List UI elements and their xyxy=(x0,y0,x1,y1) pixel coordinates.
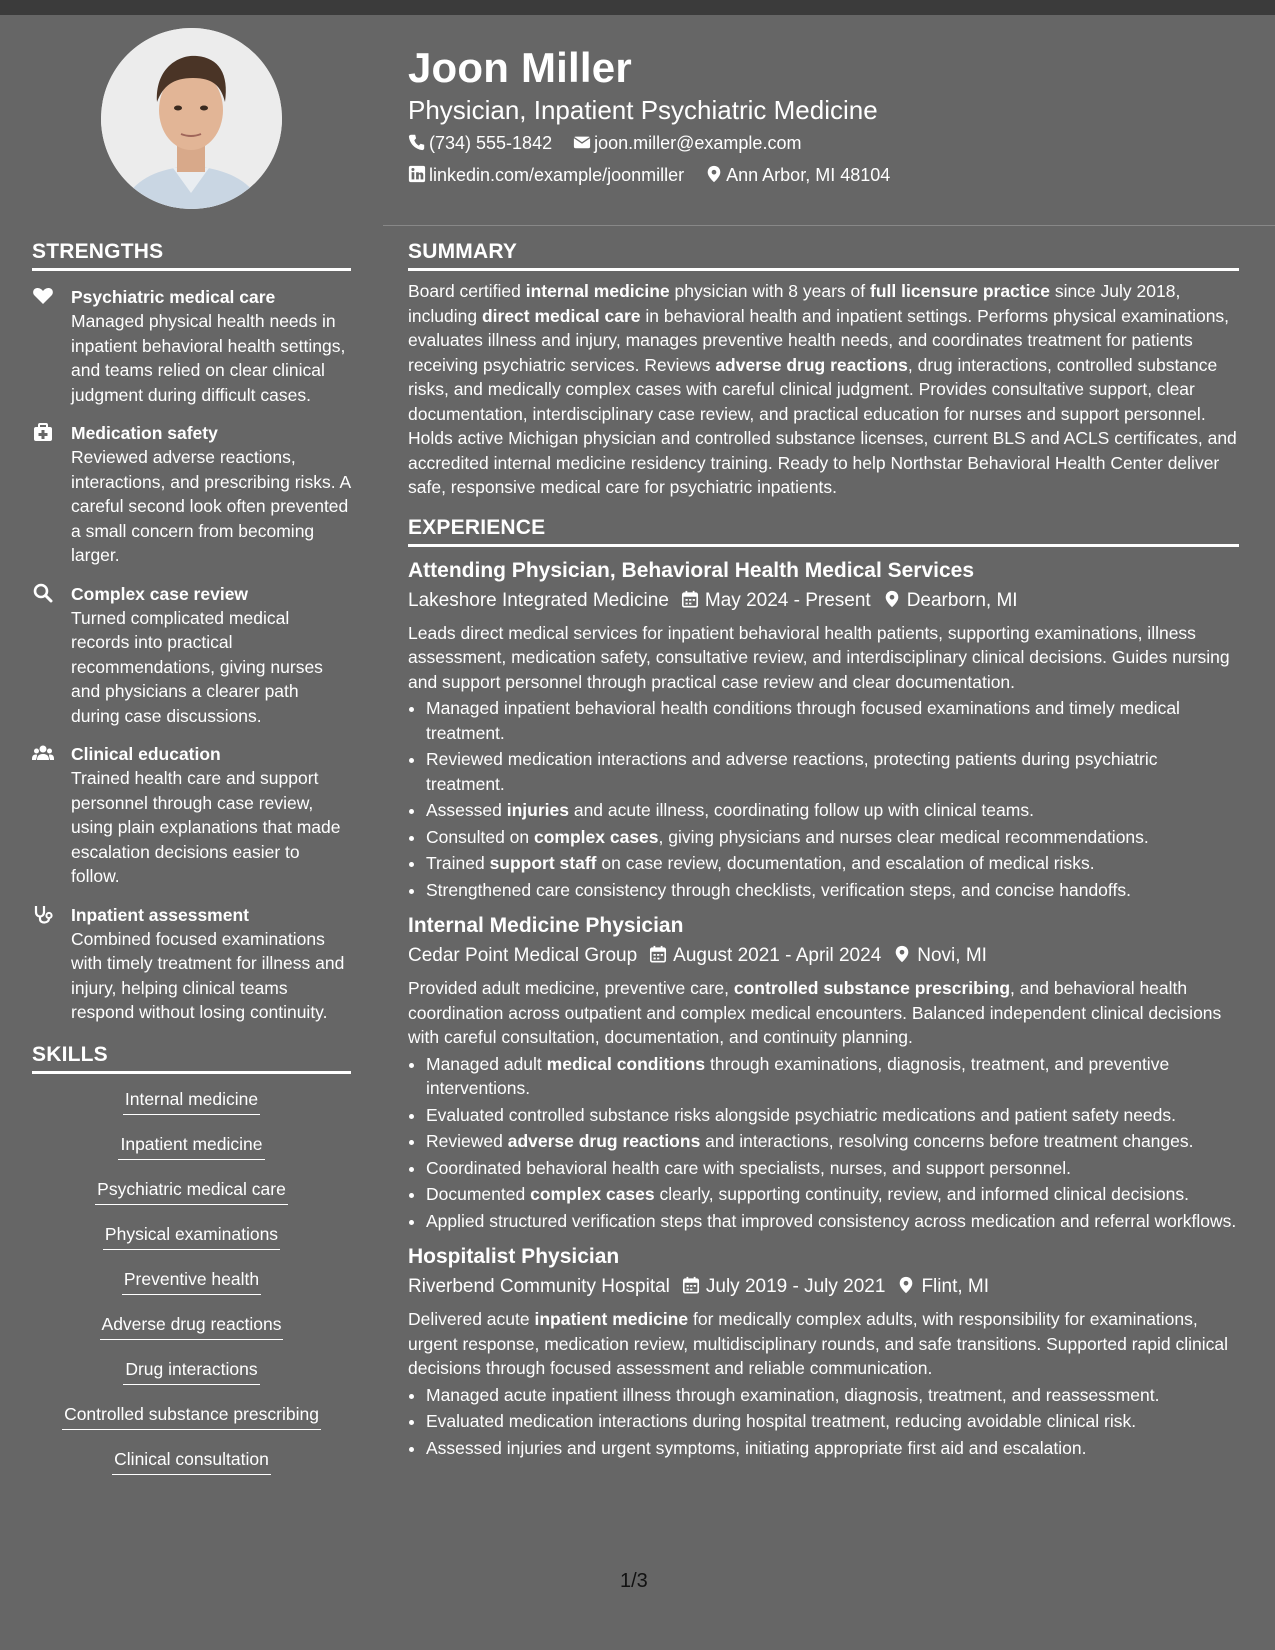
header-divider xyxy=(383,225,1275,226)
text-run: clearly, supporting continuity, review, and informed clinical decisions. xyxy=(654,1184,1189,1204)
text-run: through examinations, diagnosis, treatment, and preventive interventions. xyxy=(426,1053,1170,1098)
map-pin-icon xyxy=(705,165,723,183)
page-number: 1/3 xyxy=(620,1570,648,1592)
bullet-item xyxy=(426,878,1239,903)
strength-title: Psychiatric medical care xyxy=(71,287,276,307)
job-dates: May 2024 - Present xyxy=(704,589,871,611)
map-pin-icon xyxy=(893,945,911,963)
text-run: and interactions, resolving concerns before treatment changes. xyxy=(700,1131,1194,1151)
bullet-item xyxy=(426,1129,1239,1154)
strength-title: Medication safety xyxy=(71,423,218,443)
text-run: Applied structured verification steps that improved consistency across medication and referral workflows. xyxy=(426,1210,1237,1231)
candidate-name: Joon Miller xyxy=(408,44,632,91)
text-run: Delivered acute xyxy=(408,1309,535,1329)
strength-desc: Turned complicated medical records into practical recommendations, giving nurses and physicians a clearer path during case discussions. xyxy=(71,607,323,726)
summary-heading: SUMMARY xyxy=(408,240,1239,271)
skill-item: Inpatient medicine xyxy=(118,1133,264,1160)
linkedin-item[interactable] xyxy=(408,165,689,185)
text-run: Evaluated controlled substance risks alongside psychiatric medications and patient safety needs. xyxy=(426,1104,1177,1125)
skill-item: Psychiatric medical care xyxy=(95,1178,288,1205)
text-run: Managed adult xyxy=(426,1053,547,1074)
text-run: for medically complex adults, with responsibility for examinations, urgent response, medication review, multidisciplinary rounds, and safe transitions. Supported rapid clinical decisions through focused assessment and reliable communication. xyxy=(408,1309,1229,1378)
bullet-item xyxy=(426,1052,1239,1101)
text-run: , drug interactions, controlled substance risks, and medically complex cases with careful clinical judgment. Provides consultative support, clear documentation, interdisciplinary case review, and practical education for nurses and support personnel. Holds active Michigan physician and controlled substance licenses, current BLS and ACLS certificates, and accredited internal medicine residency training. Ready to help Northstar Behavioral Health Center deliver safe, responsive medical care for psychiatric inpatients. xyxy=(408,354,1237,497)
job-title: Hospitalist Physician xyxy=(408,1245,620,1268)
stethoscope-icon xyxy=(32,904,54,924)
linkedin-icon xyxy=(408,165,426,183)
bold-text: complex cases xyxy=(530,1184,655,1204)
text-run: Evaluated medication interactions during hospital treatment, reducing avoidable clinical risk. xyxy=(426,1411,1137,1431)
strength-item xyxy=(32,421,351,568)
bullet-item xyxy=(426,696,1239,745)
text-run: Coordinated behavioral health care with specialists, nurses, and support personnel. xyxy=(426,1157,1071,1178)
main-column xyxy=(408,240,1239,1460)
envelope-icon xyxy=(573,133,591,151)
top-bar xyxy=(0,0,1275,15)
profile-photo xyxy=(101,28,282,209)
email-text: joon.miller@example.com xyxy=(594,133,802,153)
job-bullets xyxy=(408,696,1239,902)
job-location: Novi, MI xyxy=(917,945,987,966)
medical-kit-icon xyxy=(32,422,54,442)
text-run: , and behavioral health coordination across outpatient and complex medical encounters. Balanced independent clinical decisions with careful consultation, documentation, and continuity planning. xyxy=(408,978,1222,1047)
job-meta xyxy=(408,1273,1239,1301)
job-bullets xyxy=(408,1383,1239,1461)
job-title: Internal Medicine Physician xyxy=(408,914,684,937)
contact-row-2 xyxy=(408,160,1248,190)
skill-item: Physical examinations xyxy=(103,1223,280,1250)
strength-item xyxy=(32,285,351,407)
map-pin-icon xyxy=(883,590,901,608)
bold-text: injuries xyxy=(506,800,569,820)
heart-icon xyxy=(32,286,54,306)
job-dates: August 2021 - April 2024 xyxy=(673,945,882,966)
job-meta xyxy=(408,587,1239,615)
bullet-item xyxy=(426,851,1239,876)
strength-desc: Combined focused examinations with timely treatment for illness and injury, helping clinical teams respond without losing continuity. xyxy=(71,928,345,1022)
bold-text: adverse drug reactions xyxy=(507,1131,701,1151)
text-run: Consulted on xyxy=(426,826,534,847)
portrait-image xyxy=(101,28,282,209)
bullet-item xyxy=(426,1156,1239,1181)
experience-heading: EXPERIENCE xyxy=(408,516,1239,547)
skill-item: Preventive health xyxy=(122,1268,261,1295)
strength-desc: Managed physical health needs in inpatient behavioral health settings, and teams relied on clear clinical judgment during difficult cases. xyxy=(71,311,346,405)
strength-desc: Trained health care and support personnel through case review, using plain explanations that made escalation decisions easier to follow. xyxy=(71,768,341,886)
contact-row-1 xyxy=(408,128,1248,158)
text-run: Managed acute inpatient illness through examination, diagnosis, treatment, and reassessment. xyxy=(426,1384,1160,1405)
strengths-list xyxy=(32,285,351,1025)
text-run: in behavioral health and inpatient settings. Performs physical examinations, evaluates illness and injury, manages preventive health needs, and coordinates treatment for patients receiving psychiatric services. Reviews xyxy=(408,305,1230,375)
job-description xyxy=(408,976,1239,1050)
job-company: Cedar Point Medical Group xyxy=(408,945,638,966)
job-entry xyxy=(408,1243,1239,1460)
text-run: Board certified xyxy=(408,281,526,301)
bullet-item xyxy=(426,1103,1239,1128)
bold-text: internal medicine xyxy=(525,281,670,301)
strength-item xyxy=(32,903,351,1025)
skill-item: Clinical consultation xyxy=(112,1448,271,1475)
bold-text: inpatient medicine xyxy=(534,1309,689,1329)
text-run: physician with 8 years of xyxy=(669,281,871,301)
job-entry xyxy=(408,912,1239,1233)
calendar-icon xyxy=(682,1276,700,1294)
phone-text: (734) 555-1842 xyxy=(429,133,553,153)
skill-item: Controlled substance prescribing xyxy=(62,1403,321,1430)
summary-text xyxy=(408,279,1239,500)
job-title: Attending Physician, Behavioral Health Medical Services xyxy=(408,558,975,582)
bullet-item xyxy=(426,1409,1239,1434)
job-meta xyxy=(408,942,1239,970)
bold-text: controlled substance prescribing xyxy=(733,978,1011,998)
strength-title: Inpatient assessment xyxy=(71,904,249,925)
candidate-role: Physician, Inpatient Psychiatric Medicine xyxy=(408,95,878,125)
text-run: Strengthened care consistency through checklists, verification steps, and concise handoffs. xyxy=(426,879,1131,900)
phone-item[interactable] xyxy=(408,133,557,153)
bullet-item xyxy=(426,1182,1239,1207)
skill-item: Internal medicine xyxy=(123,1088,260,1115)
bold-text: full licensure practice xyxy=(870,281,1050,301)
bold-text: adverse drug reactions xyxy=(715,354,908,375)
text-run: on case review, documentation, and escalation of medical risks. xyxy=(596,853,1095,873)
text-run: , giving physicians and nurses clear medical recommendations. xyxy=(658,826,1149,847)
location-text: Ann Arbor, MI 48104 xyxy=(726,165,891,185)
text-run: since July 2018, including xyxy=(408,281,1181,326)
job-description xyxy=(408,1307,1239,1381)
bullet-item xyxy=(426,747,1239,796)
text-run: Reviewed xyxy=(426,1131,508,1151)
strengths-heading: STRENGTHS xyxy=(32,240,351,271)
phone-icon xyxy=(408,133,426,151)
text-run: Trained xyxy=(426,853,490,873)
bullet-item xyxy=(426,1209,1239,1234)
job-entry xyxy=(408,557,1239,903)
text-run: Provided adult medicine, preventive care, xyxy=(408,978,734,998)
left-column xyxy=(32,240,351,1493)
strength-title: Clinical education xyxy=(71,744,221,764)
job-description xyxy=(408,621,1239,695)
strength-title: Complex case review xyxy=(71,583,249,604)
bullet-item xyxy=(426,798,1239,823)
strength-desc: Reviewed adverse reactions, interactions, and prescribing risks. A careful second look often prevented a small concern from becoming larger. xyxy=(71,447,351,565)
text-run: Reviewed medication interactions and adverse reactions, protecting patients during psychiatric treatment. xyxy=(426,749,1158,794)
search-icon xyxy=(32,583,54,603)
bold-text: support staff xyxy=(489,853,597,873)
resume-header xyxy=(408,42,1248,190)
job-company: Lakeshore Integrated Medicine xyxy=(408,589,669,611)
calendar-icon xyxy=(681,590,699,608)
text-run: Leads direct medical services for inpatient behavioral health patients, supporting examinations, illness assessment, medication safety, consultative review, and interdisciplinary clinical decisions. Guides nursing and support personnel through practical case review and clear documentation. xyxy=(408,622,1230,692)
users-icon xyxy=(32,743,54,763)
job-location: Dearborn, MI xyxy=(906,589,1018,611)
job-location: Flint, MI xyxy=(921,1276,990,1297)
linkedin-text: linkedin.com/example/joonmiller xyxy=(429,165,685,185)
bold-text: direct medical care xyxy=(481,305,641,326)
bold-text: medical conditions xyxy=(546,1053,706,1074)
skills-list xyxy=(32,1088,351,1493)
text-run: Managed inpatient behavioral health conditions through focused examinations and timely medical treatment. xyxy=(426,698,1180,743)
bold-text: complex cases xyxy=(534,826,659,847)
map-pin-icon xyxy=(897,1276,915,1294)
bullet-item xyxy=(426,1436,1239,1461)
skill-item: Drug interactions xyxy=(123,1358,259,1385)
text-run: Documented xyxy=(426,1184,531,1204)
bullet-item xyxy=(426,825,1239,850)
job-company: Riverbend Community Hospital xyxy=(408,1276,670,1297)
strength-item xyxy=(32,582,351,729)
skills-heading: SKILLS xyxy=(32,1043,351,1074)
job-bullets xyxy=(408,1052,1239,1234)
location-item xyxy=(705,165,890,185)
skill-item: Adverse drug reactions xyxy=(100,1313,284,1340)
strength-item xyxy=(32,742,351,889)
text-run: Assessed injuries and urgent symptoms, initiating appropriate first aid and escalation. xyxy=(426,1437,1087,1458)
text-run: and acute illness, coordinating follow up with clinical teams. xyxy=(568,800,1034,820)
text-run: Assessed xyxy=(426,800,507,820)
bullet-item xyxy=(426,1383,1239,1408)
job-dates: July 2019 - July 2021 xyxy=(705,1276,886,1297)
calendar-icon xyxy=(649,945,667,963)
email-item[interactable] xyxy=(573,133,801,153)
